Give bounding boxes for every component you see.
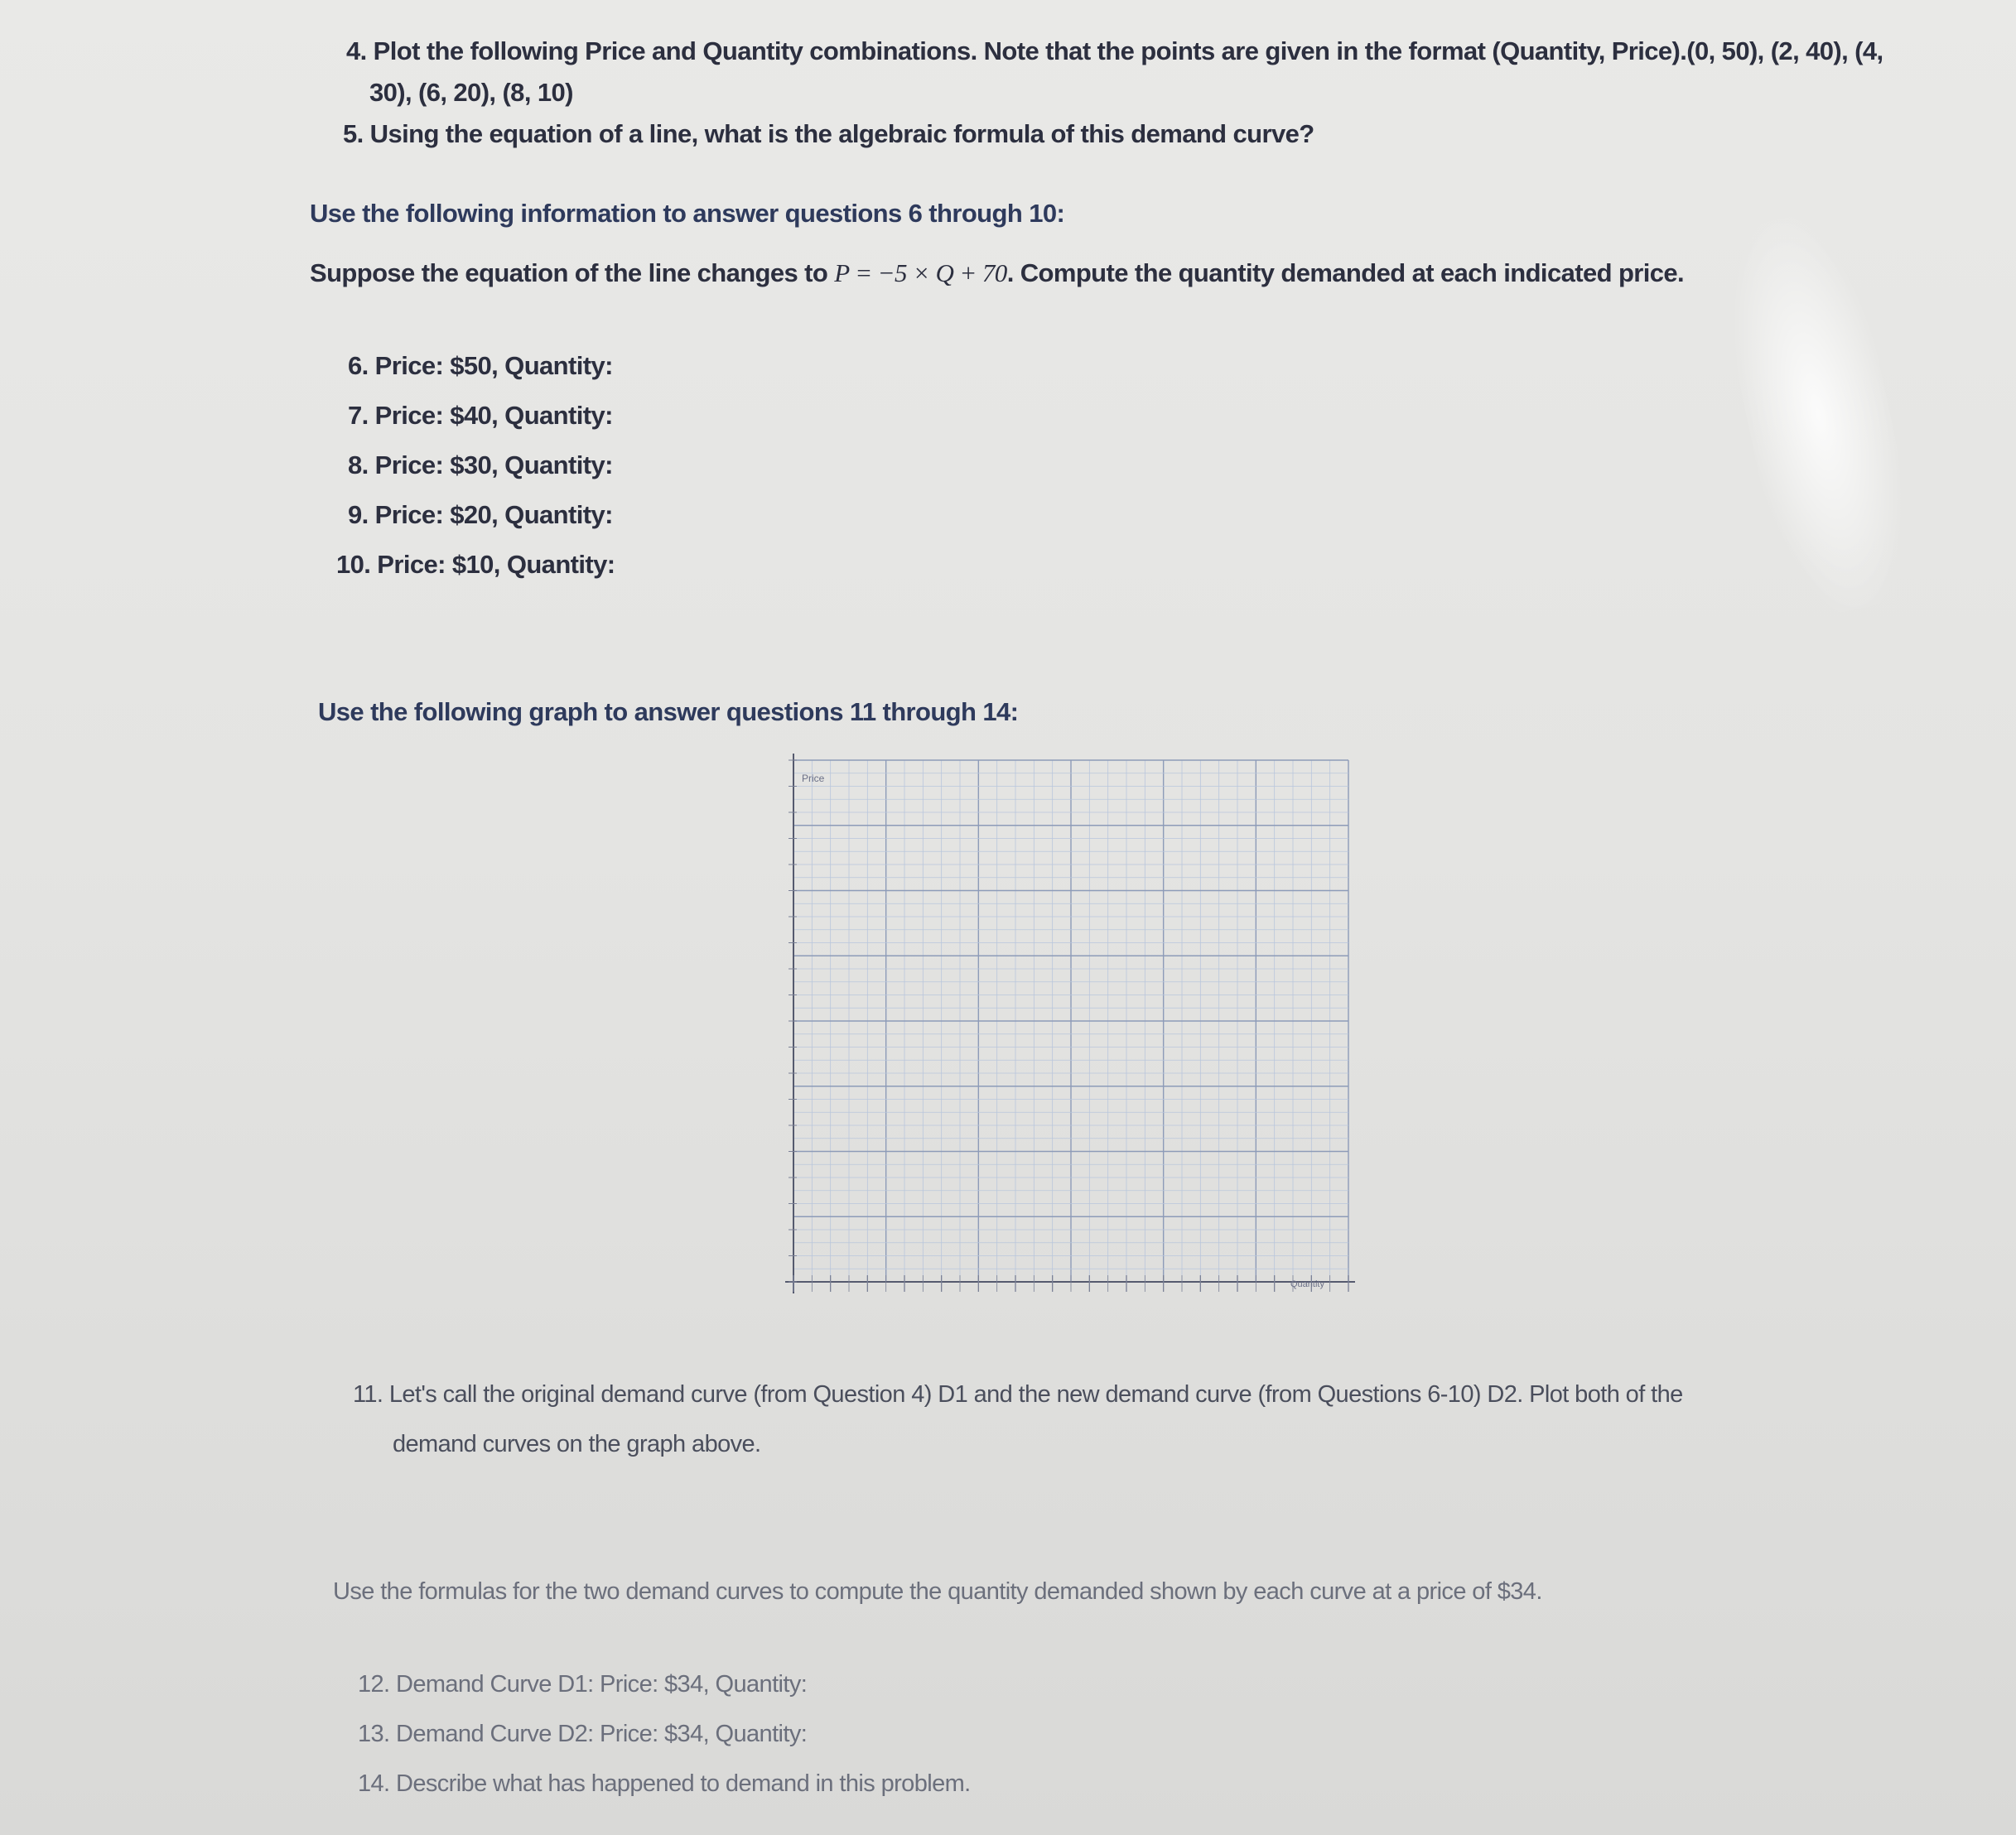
equation-intro-after: . Compute the quantity demanded at each indicated price. (1006, 258, 1685, 287)
section-heading-11-14: Use the following graph to answer questions 11 through 14: (318, 697, 1019, 726)
section-heading-6-10: Use the following information to answer questions 6 through 10: (310, 199, 1065, 228)
equation: P = −5 × Q + 70 (834, 258, 1007, 287)
question-7: 7. Price: $40, Quantity: (348, 401, 613, 430)
question-4-line-2: 30), (6, 20), (8, 10) (369, 78, 573, 107)
question-6: 6. Price: $50, Quantity: (348, 351, 613, 380)
x-axis-label: Quantity (1290, 1279, 1324, 1289)
question-8: 8. Price: $30, Quantity: (348, 450, 613, 479)
question-4-line-1: 4. Plot the following Price and Quantity combinations. Note that the points are given in the format (Quantity, Price).(0, 50), (2, 40), (4, (346, 36, 1883, 65)
equation-intro-before: Suppose the equation of the line changes to (310, 258, 828, 287)
question-5: 5. Using the equation of a line, what is the algebraic formula of this demand curve? (343, 119, 1314, 148)
question-13: 13. Demand Curve D2: Price: $34, Quantity: (358, 1721, 808, 1747)
question-12: 12. Demand Curve D1: Price: $34, Quantity: (358, 1671, 808, 1698)
instruction-price-34: Use the formulas for the two demand curves to compute the quantity demanded shown by each curve at a price of $34. (333, 1578, 1542, 1605)
equation-intro (310, 258, 1684, 288)
question-14: 14. Describe what has happened to demand in this problem. (358, 1770, 971, 1797)
graph-grid (769, 752, 1365, 1348)
question-11-line-1: 11. Let's call the original demand curve (from Question 4) D1 and the new demand curve (from Questions 6-10) D2. Plot both of the (353, 1381, 1683, 1408)
question-10: 10. Price: $10, Quantity: (336, 550, 615, 579)
question-9: 9. Price: $20, Quantity: (348, 500, 613, 529)
blank-graph (769, 752, 1365, 1352)
question-11-line-2: demand curves on the graph above. (393, 1431, 761, 1457)
y-axis-label: Price (802, 773, 825, 784)
screen-glare (1708, 205, 1928, 624)
